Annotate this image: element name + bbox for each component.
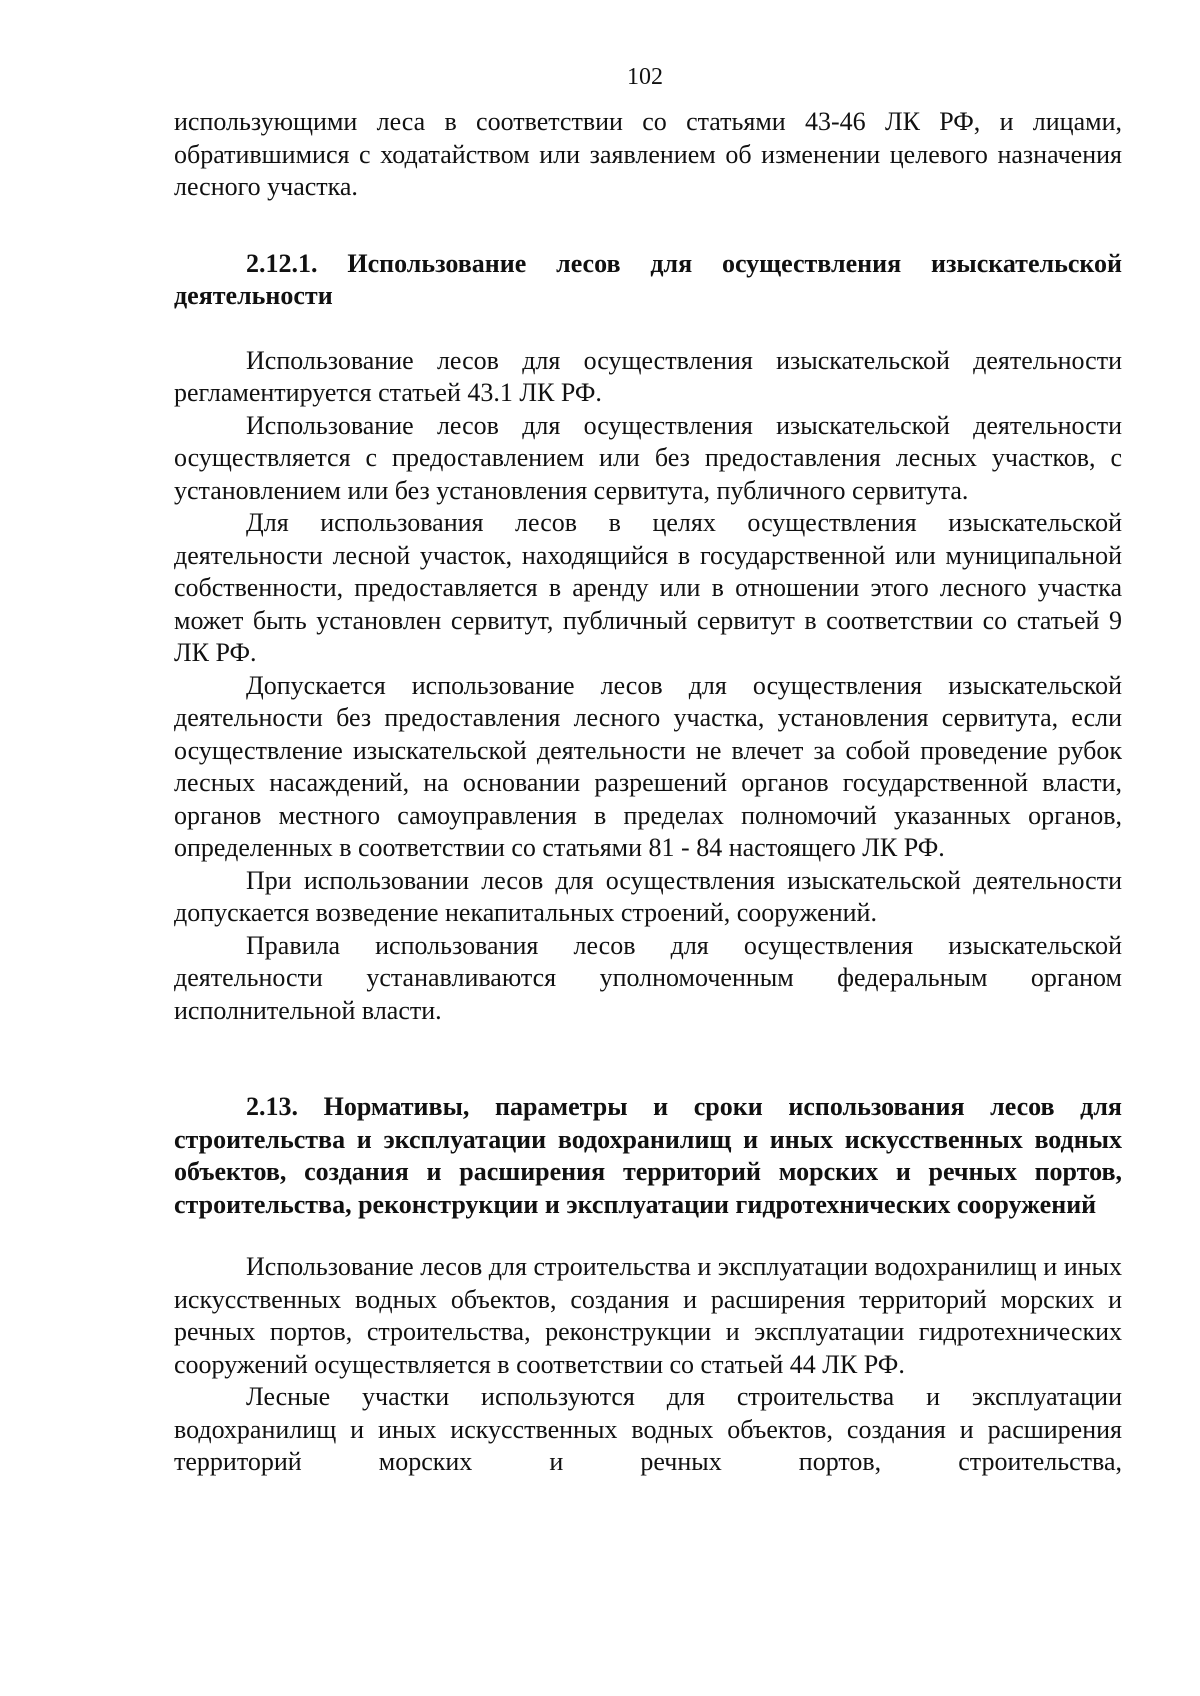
paragraph: При использовании лесов для осуществления изыскательской деятельности допускается возведение некапитальных строений, сооружений. — [174, 865, 1122, 927]
spacer — [174, 1027, 1122, 1091]
section-heading-2-13: 2.13. Нормативы, параметры и сроки использования лесов для строительства и эксплуатации водохранилищ и иных искусственных водных объектов, создания и расширения территорий морских и речных портов, строительства, реконструкции и эксплуатации гидротехнических сооружений — [174, 1092, 1122, 1219]
paragraph: Правила использования лесов для осуществления изыскательской деятельности устанавливаются уполномоченным федеральным органом исполнительной власти. — [174, 930, 1122, 1025]
paragraph: Для использования лесов в целях осуществления изыскательской деятельности лесной участок, находящийся в государственной или муниципальной собственности, предоставляется в аренду или в отношении этого лесного участка может быть установлен сервитут, публичный сервитут в соответствии со статьей 9 ЛК РФ. — [174, 508, 1122, 667]
page-number: 102 — [627, 64, 663, 90]
spacer — [174, 204, 1122, 248]
section-heading-2-12-1: 2.12.1. Использование лесов для осуществления изыскательской деятельности — [174, 248, 1122, 310]
paragraph: Использование лесов для осуществления изыскательской деятельности регламентируется статьей 43.1 ЛК РФ. — [174, 345, 1122, 407]
spacer — [174, 313, 1122, 345]
paragraph: Допускается использование лесов для осуществления изыскательской деятельности без предоставления лесного участка, установления сервитута, если осуществление изыскательской деятельности не влечет за собой проведение рубок лесных насаждений, на основании разрешений органов государственной власти, органов местного самоуправления в пределах полномочий указанных органов, определенных в соответствии со статьями 81 - 84 настоящего ЛК РФ. — [174, 670, 1122, 862]
continuation-paragraph: использующими леса в соответствии со статьями 43-46 ЛК РФ, и лицами, обратившимися с ходатайством или заявлением об изменении целевого назначения лесного участка. — [174, 107, 1122, 201]
spacer — [174, 1221, 1122, 1251]
paragraph: Лесные участки используются для строительства и эксплуатации водохранилищ и иных искусственных водных объектов, создания и расширения территорий морских и речных портов, строительства, — [174, 1382, 1122, 1476]
paragraph: Использование лесов для осуществления изыскательской деятельности осуществляется с предоставлением или без предоставления лесных участков, с установлением или без установления сервитута, публичного сервитута. — [174, 410, 1122, 505]
paragraph: Использование лесов для строительства и эксплуатации водохранилищ и иных искусственных водных объектов, создания и расширения территорий морских и речных портов, строительства, реконструкции и эксплуатации гидротехнических сооружений осуществляется в соответствии со статьей 44 ЛК РФ. — [174, 1252, 1122, 1379]
document-body — [174, 106, 1122, 1479]
